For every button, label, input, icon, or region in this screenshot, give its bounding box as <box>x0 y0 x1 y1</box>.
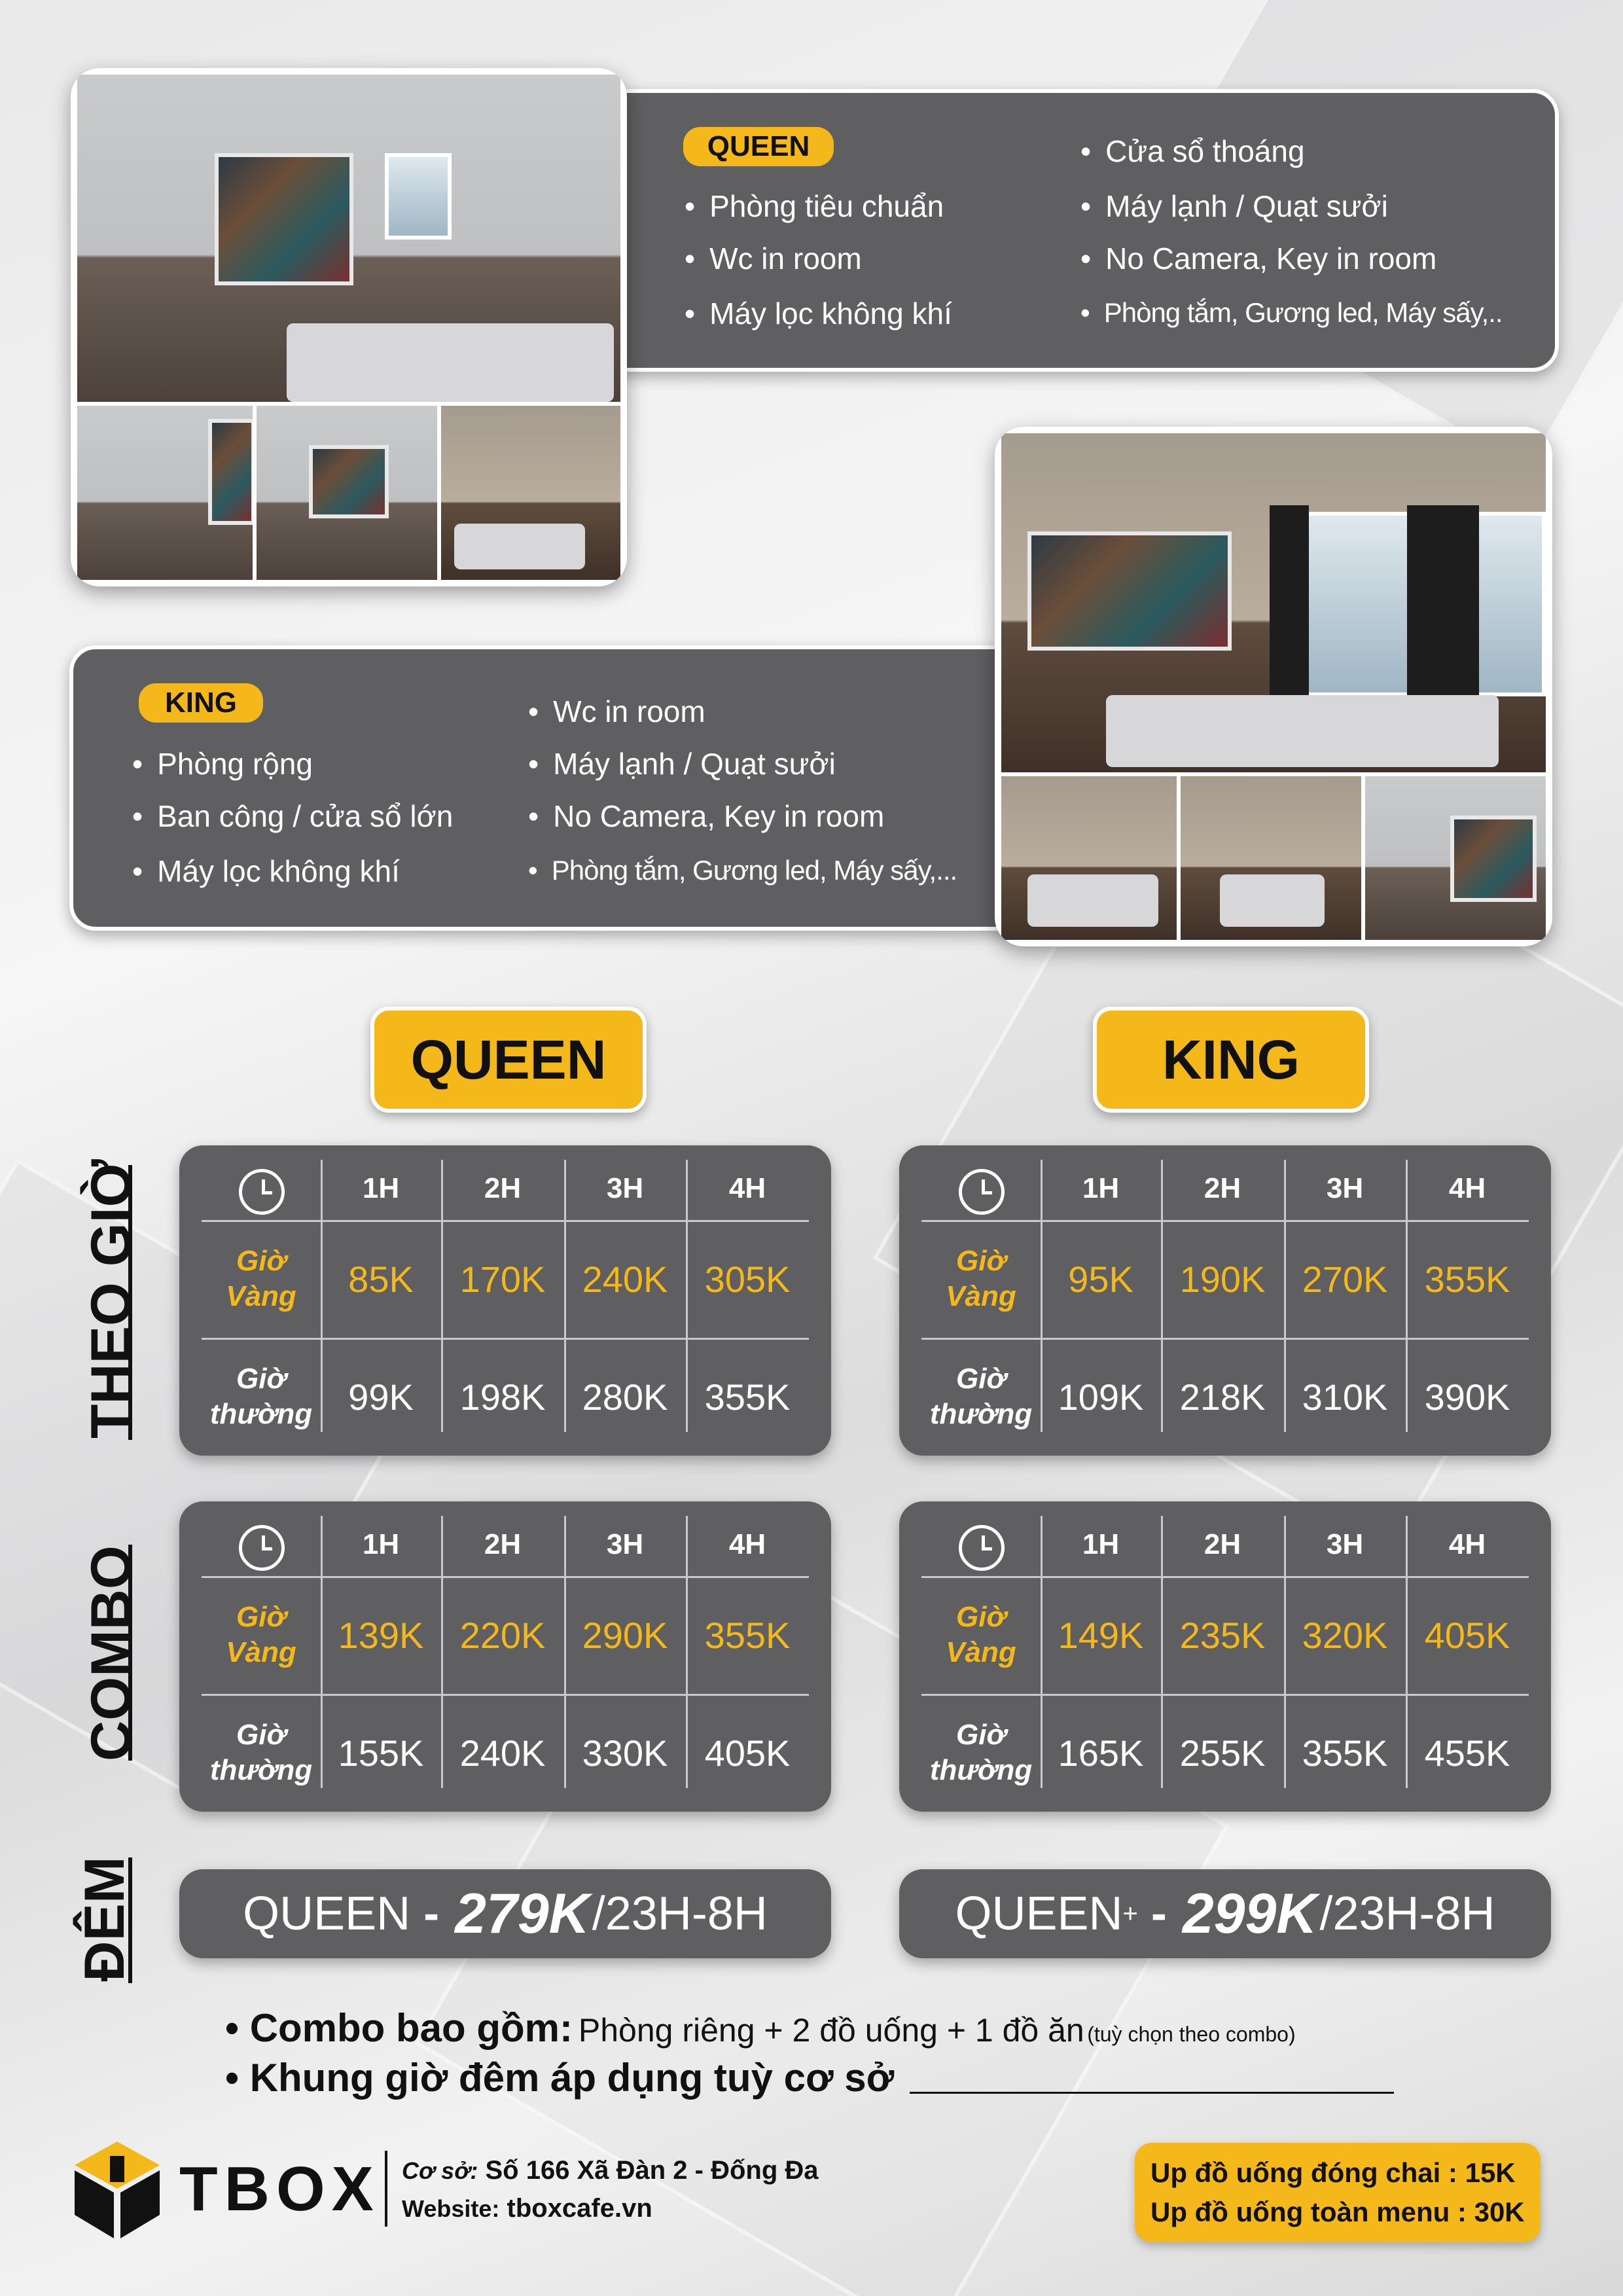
footer-divider <box>385 2151 387 2227</box>
night-note: • Khung giờ đêm áp dụng tuỳ cơ sở <box>225 2056 895 2100</box>
price-cell-gold: 170K <box>459 1258 546 1300</box>
king-combo-price-table <box>899 1501 1551 1812</box>
night-sep: - <box>410 1888 453 1940</box>
king-room-photo <box>1181 776 1361 940</box>
king-room-photo-collage <box>995 427 1552 946</box>
price-cell-gold: 305K <box>704 1258 791 1300</box>
price-cell-gold: 270K <box>1302 1258 1388 1300</box>
king-tag: KING <box>139 683 263 723</box>
clock-icon <box>239 1169 285 1215</box>
price-cell-normal: 280K <box>582 1376 668 1418</box>
feature-item: • Máy lạnh / Quạt sưởi <box>528 746 836 781</box>
queen-hourly-price-table <box>179 1145 831 1456</box>
night-note-text: Khung giờ đêm áp dụng tuỳ cơ sở <box>249 2056 895 2100</box>
row-label-normal-hours: Giờ thường <box>929 1719 1033 1786</box>
price-cell-gold: 220K <box>459 1614 546 1656</box>
table-header-duration: 4H <box>728 1528 766 1560</box>
queen-room-photo <box>77 406 253 580</box>
feature-item: • Máy lọc không khí <box>685 296 952 331</box>
table-header-duration: 1H <box>362 1528 400 1560</box>
price-cell-gold: 149K <box>1058 1614 1144 1656</box>
feature-item: • Ban công / cửa sổ lớn <box>132 798 453 834</box>
row-label-normal-hours: Giờ thường <box>209 1363 313 1430</box>
price-cell-gold: 240K <box>582 1258 668 1300</box>
table-header-duration: 2H <box>484 1528 522 1560</box>
brand-name: TBOX <box>179 2154 380 2224</box>
feature-item: • No Camera, Key in room <box>1080 241 1436 276</box>
table-header-duration: 4H <box>1448 1528 1486 1560</box>
footer-address <box>402 2156 819 2185</box>
table-header-duration: 2H <box>1204 1528 1241 1560</box>
king-room-main-photo <box>1001 433 1546 772</box>
price-cell-gold: 95K <box>1068 1258 1133 1300</box>
night-price-queen-plus <box>899 1869 1551 1958</box>
address-text: Số 166 Xã Đàn 2 - Đống Đa <box>485 2156 819 2185</box>
queen-info-panel <box>576 89 1559 372</box>
feature-item: • Wc in room <box>685 241 862 276</box>
king-room-photo <box>1001 776 1177 940</box>
table-header-duration: 3H <box>606 1172 644 1204</box>
night-price: 299K <box>1182 1882 1317 1945</box>
price-cell-normal: 198K <box>459 1376 546 1418</box>
row-label-gold-hours: Giờ Vàng <box>226 1245 296 1312</box>
feature-item: • Wc in room <box>528 694 705 729</box>
table-header-duration: 2H <box>484 1172 522 1204</box>
feature-item: • Phòng rộng <box>132 746 313 781</box>
price-cell-gold: 85K <box>348 1258 414 1300</box>
upcharge-line: Up đồ uống đóng chai : 15K <box>1150 2157 1516 2188</box>
feature-item: • Cửa sổ thoáng <box>1080 134 1305 169</box>
price-cell-gold: 139K <box>338 1614 424 1656</box>
price-cell-gold: 190K <box>1179 1258 1266 1300</box>
night-room-sup: + <box>1122 1899 1138 1928</box>
king-room-photo <box>1365 776 1546 940</box>
row-label-normal-hours: Giờ thường <box>929 1363 1033 1430</box>
website-text: tboxcafe.vn <box>507 2194 652 2223</box>
clock-icon <box>959 1525 1005 1571</box>
clock-icon <box>239 1525 285 1571</box>
price-cell-gold: 355K <box>704 1614 791 1656</box>
feature-item: • No Camera, Key in room <box>528 798 884 834</box>
night-time: /23H-8H <box>1319 1888 1495 1940</box>
price-cell-normal: 255K <box>1179 1732 1266 1774</box>
price-cell-normal: 355K <box>704 1376 791 1418</box>
price-cell-normal: 405K <box>704 1732 791 1774</box>
night-sep: - <box>1137 1888 1180 1940</box>
footer-website <box>402 2194 652 2223</box>
combo-note-desc: Phòng riêng + 2 đồ uống + 1 đồ ăn <box>578 2012 1084 2049</box>
website-label: Website: <box>402 2195 500 2222</box>
combo-note: • Combo bao gồm: Phòng riêng + 2 đồ uống + 1 đồ ăn (tuỳ chọn theo combo) <box>225 2006 1296 2050</box>
section-label-night: ĐÊM <box>73 1856 136 1982</box>
queen-combo-price-table <box>179 1501 831 1812</box>
row-label-gold-hours: Giờ Vàng <box>946 1601 1016 1668</box>
queen-room-photo <box>441 406 620 580</box>
night-price: 279K <box>455 1882 590 1945</box>
price-cell-gold: 235K <box>1179 1614 1266 1656</box>
price-cell-gold: 355K <box>1424 1258 1510 1300</box>
row-label-normal-hours: Giờ thường <box>209 1719 313 1786</box>
upcharge-box <box>1135 2143 1541 2242</box>
king-info-panel <box>69 645 1052 931</box>
price-cell-normal: 310K <box>1302 1376 1388 1418</box>
price-cell-gold: 405K <box>1424 1614 1510 1656</box>
combo-note-small: (tuỳ chọn theo combo) <box>1087 2022 1296 2046</box>
price-cell-normal: 155K <box>338 1732 424 1774</box>
price-cell-normal: 218K <box>1179 1376 1266 1418</box>
table-header-duration: 4H <box>728 1172 766 1204</box>
feature-item: • Phòng tiêu chuẩn <box>685 188 944 224</box>
king-pricing-title: KING <box>1093 1007 1369 1113</box>
feature-item: • Máy lọc không khí <box>132 853 400 889</box>
night-room-name: QUEEN <box>955 1888 1123 1940</box>
table-header-duration: 3H <box>606 1528 644 1560</box>
feature-item: • Phòng tắm, Gương led, Máy sấy,... <box>528 855 957 886</box>
table-header-duration: 1H <box>1082 1528 1120 1560</box>
table-header-duration: 4H <box>1448 1172 1486 1204</box>
night-price-queen <box>179 1869 831 1958</box>
price-cell-normal: 355K <box>1302 1732 1388 1774</box>
price-cell-normal: 109K <box>1058 1376 1144 1418</box>
queen-room-photo <box>257 406 437 580</box>
table-header-duration: 3H <box>1326 1172 1364 1204</box>
night-room-name: QUEEN <box>243 1888 411 1940</box>
night-time: /23H-8H <box>592 1888 768 1940</box>
price-cell-gold: 290K <box>582 1614 668 1656</box>
price-cell-normal: 455K <box>1424 1732 1510 1774</box>
note-underline <box>910 2092 1394 2094</box>
queen-tag: QUEEN <box>683 127 834 166</box>
table-header-duration: 3H <box>1326 1528 1364 1560</box>
queen-room-main-photo <box>77 75 620 402</box>
row-label-gold-hours: Giờ Vàng <box>946 1245 1016 1312</box>
price-cell-gold: 320K <box>1302 1614 1388 1656</box>
price-cell-normal: 240K <box>459 1732 546 1774</box>
price-cell-normal: 330K <box>582 1732 668 1774</box>
queen-room-photo-collage <box>71 68 627 586</box>
queen-pricing-title: QUEEN <box>370 1007 647 1113</box>
price-cell-normal: 165K <box>1058 1732 1144 1774</box>
table-header-duration: 2H <box>1204 1172 1241 1204</box>
section-label-combo: COMBO <box>80 1545 143 1761</box>
table-header-duration: 1H <box>1082 1172 1120 1204</box>
address-label: Cơ sở: <box>402 2157 478 2184</box>
table-header-duration: 1H <box>362 1172 400 1204</box>
price-cell-normal: 99K <box>348 1376 414 1418</box>
combo-note-label: Combo bao gồm: <box>249 2006 573 2050</box>
king-hourly-price-table <box>899 1145 1551 1456</box>
feature-item: • Máy lạnh / Quạt sưởi <box>1080 188 1388 224</box>
section-label-hourly: THEO GIỜ <box>80 1159 143 1439</box>
clock-icon <box>959 1169 1005 1215</box>
feature-item: • Phòng tắm, Gương led, Máy sấy,.. <box>1080 297 1503 329</box>
row-label-gold-hours: Giờ Vàng <box>226 1601 296 1668</box>
tbox-cube-logo-icon <box>71 2136 164 2241</box>
upcharge-line: Up đồ uống toàn menu : 30K <box>1150 2197 1525 2227</box>
price-cell-normal: 390K <box>1424 1376 1510 1418</box>
